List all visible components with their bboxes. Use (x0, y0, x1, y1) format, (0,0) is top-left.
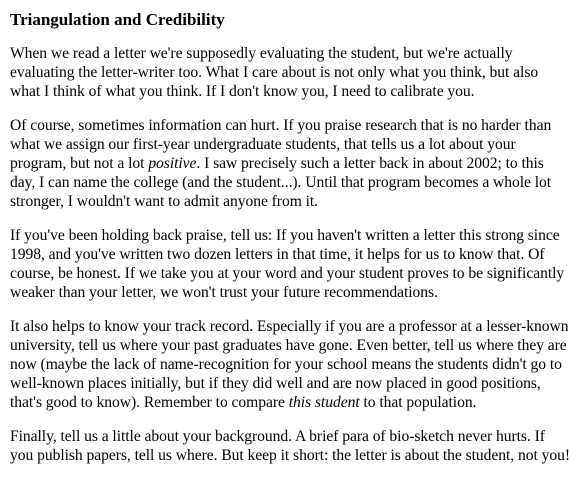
paragraph-text: It also helps to know your track record. Especially if you are a professor at a lesser-known university, tell us where your past graduates have gone. Even better, tell us where they are now (maybe the lack of name-recognition for your school means the students didn't go to well-known places initially, but if they did well and are now placed in good positions, that's good to know). Remember to compare (10, 318, 569, 411)
paragraph-background (10, 427, 570, 465)
emphasis-positive: positive (148, 155, 197, 172)
paragraph-text: Finally, tell us a little about your background. A brief para of bio-sketch never hurts. If you publish papers, tell us where. But keep it short: the letter is about the student, not you! (10, 428, 570, 464)
emphasis-this-student: this student (288, 394, 360, 411)
paragraph-text: When we read a letter we're supposedly evaluating the student, but we're actually evaluating the letter-writer too. What I care about is not only what you think, but also what I think of what you think. If I don't know you, I need to calibrate you. (10, 45, 539, 100)
section-heading: Triangulation and Credibility (10, 10, 225, 29)
paragraph-text: . I saw precisely such a letter back in about 2002; to this day, I can name the college (and the student...). Until that program becomes a whole lot stronger, I wouldn't want to admit anyone from it. (10, 155, 552, 210)
paragraph-text: If you've been holding back praise, tell us: If you haven't written a letter this strong since 1998, and you've written two dozen letters in that time, it helps for us to know that. Of course, be honest. If we take you at your word and your student proves to be significantly weaker than your letter, we won't trust your future recommendations. (10, 227, 565, 301)
paragraph-track-record (10, 317, 570, 412)
paragraph-information-can-hurt (10, 116, 570, 211)
paragraph-holding-back-praise (10, 226, 570, 302)
paragraph-text: Of course, sometimes information can hurt. If you praise research that is no harder than what we assign our first-year undergraduate students, that tells us a lot about your program, but not a lot (10, 117, 552, 172)
paragraph-text: to that population. (359, 394, 477, 411)
paragraph-calibration (10, 44, 570, 101)
